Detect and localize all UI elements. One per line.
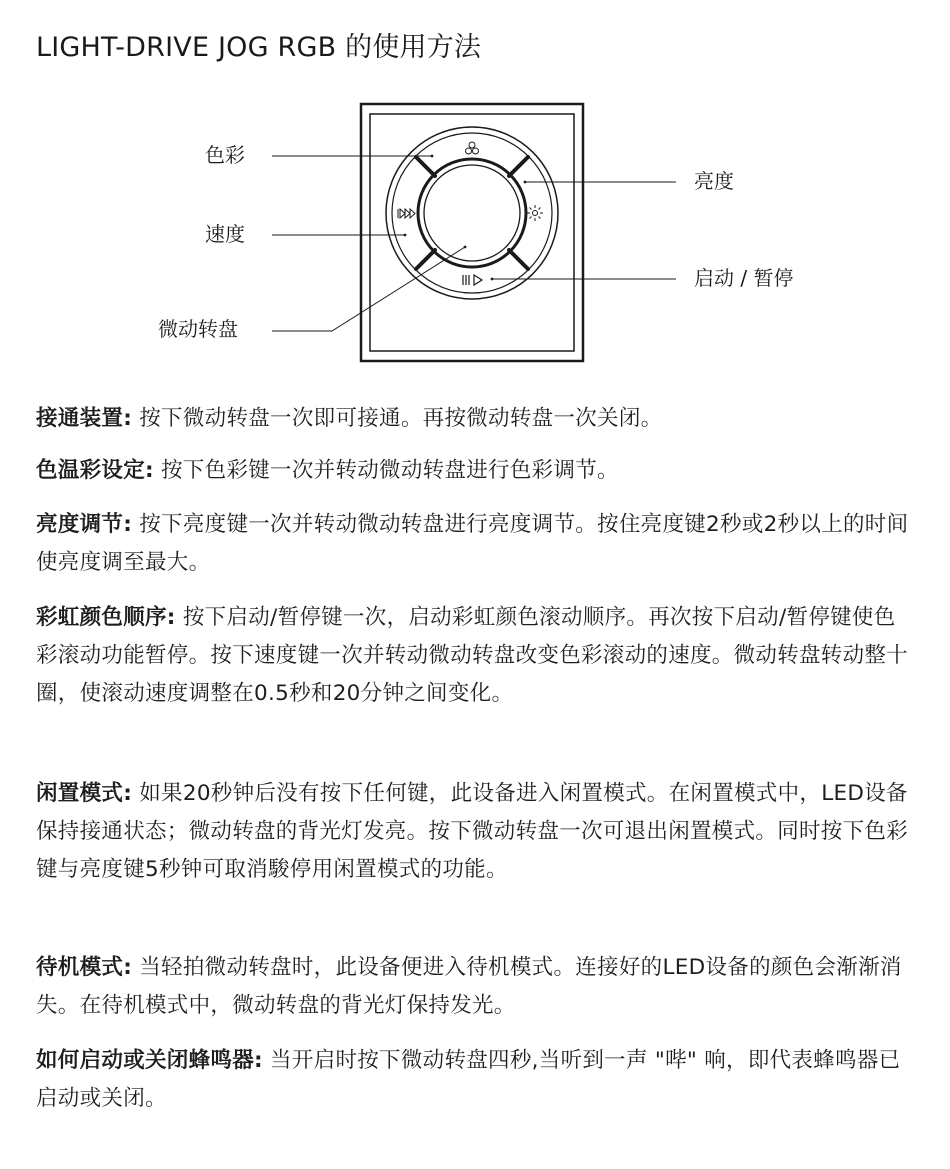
divider-top-left <box>416 157 435 176</box>
jog-dial-inner <box>424 165 520 261</box>
device-inner-frame <box>370 114 574 351</box>
section-standby-mode <box>36 949 916 1025</box>
section-heading: 闲置模式: <box>36 781 133 806</box>
section-body: 按下亮度键一次并转动微动转盘进行亮度调节。按住亮度键2秒或2秒以上的时间使亮度调至最大。 <box>36 512 909 575</box>
divider-top-right <box>509 157 528 176</box>
device-drawing <box>0 90 950 380</box>
section-body: 当开启时按下微动转盘四秒,当听到一声 "哔" 响，即代表蜂鸣器已启动或关闭。 <box>36 1048 901 1111</box>
page-title: LIGHT-DRIVE JOG RGB 的使用方法 <box>36 32 482 63</box>
section-body: 按下微动转盘一次即可接通。再按微动转盘一次关闭。 <box>132 406 663 431</box>
play-pause-icon <box>463 275 482 285</box>
section-body: 当轻拍微动转盘时，此设备便进入待机模式。连接好的LED设备的颜色会渐渐消失。在待机模式中，微动转盘的背光灯保持发光。 <box>36 955 902 1018</box>
section-heading: 待机模式: <box>36 955 133 980</box>
section-heading: 色温彩设定: <box>36 458 154 483</box>
section-rainbow-sequence <box>36 599 916 713</box>
section-idle-mode <box>36 775 916 889</box>
device-diagram <box>0 90 950 380</box>
divider-bottom-left <box>416 250 435 269</box>
section-color-setting <box>36 452 916 490</box>
label-start-pause: 启动 / 暂停 <box>694 266 794 290</box>
section-heading: 接通装置: <box>36 406 133 431</box>
section-power-on <box>36 400 916 438</box>
section-heading: 亮度调节: <box>36 512 133 537</box>
label-brightness: 亮度 <box>694 169 734 193</box>
section-buzzer <box>36 1042 916 1118</box>
section-heading: 彩虹颜色顺序: <box>36 605 176 630</box>
section-brightness <box>36 506 916 582</box>
section-body: 按下色彩键一次并转动微动转盘进行色彩调节。 <box>153 458 619 483</box>
label-speed: 速度 <box>205 222 245 246</box>
leader-jog-dial <box>272 247 465 331</box>
section-body: 按下启动/暂停键一次，启动彩虹颜色滚动顺序。再次按下启动/暂停键使色彩滚动功能暂停。按下速度键一次并转动微动转盘改变色彩滚动的速度。微动转盘转动整十圈，使滚动速度调整在0.5秒和20分钟之间变化。 <box>36 605 909 706</box>
jog-dial-outer <box>418 159 526 267</box>
color-icon <box>466 142 479 154</box>
label-color: 色彩 <box>205 143 245 167</box>
speed-icon <box>398 209 415 218</box>
section-heading: 如何启动或关闭蜂鸣器: <box>36 1048 263 1073</box>
section-body: 如果20秒钟后没有按下任何键，此设备进入闲置模式。在闲置模式中，LED设备保持接通状态；微动转盘的背光灯发亮。按下微动转盘一次可退出闲置模式。同时按下色彩键与亮度键5秒钟可取消駿停用闲置模式的功能。 <box>36 781 909 882</box>
brightness-icon <box>527 205 543 221</box>
label-jog-dial: 微动转盘 <box>158 317 238 341</box>
divider-bottom-right <box>509 250 528 269</box>
